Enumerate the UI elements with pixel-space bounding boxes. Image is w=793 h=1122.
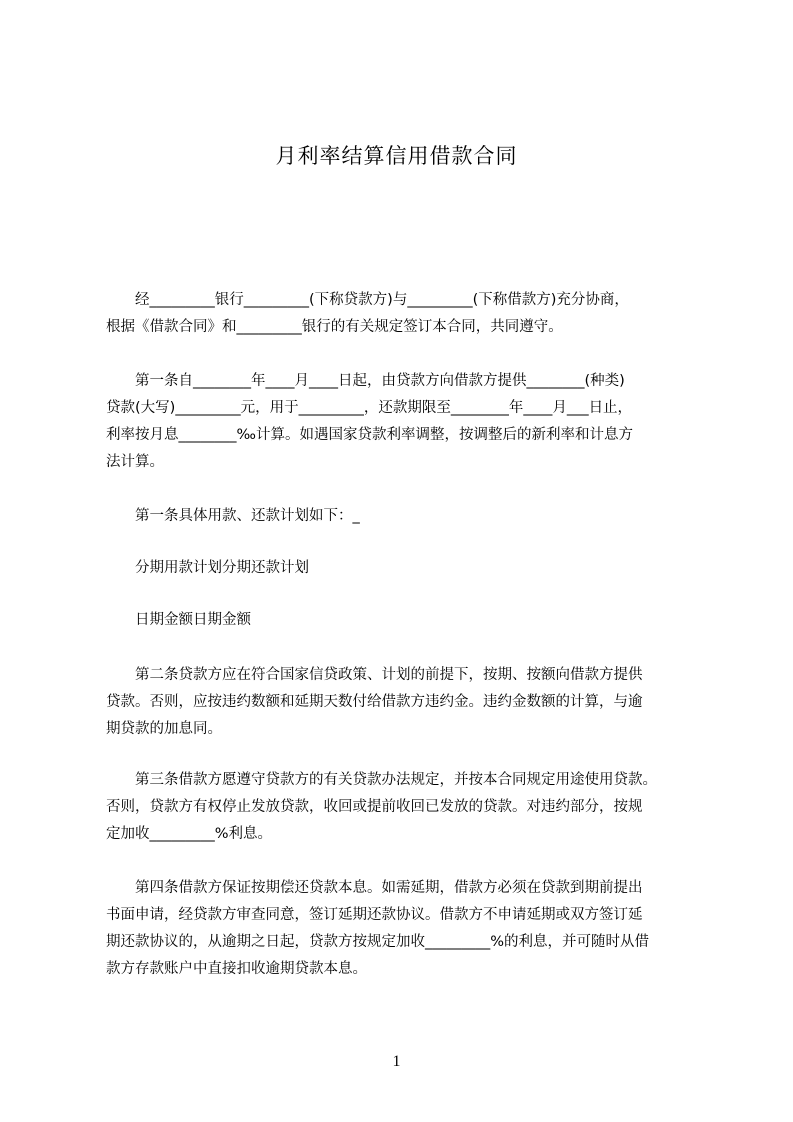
text-line: 期还款协议的，从逾期之日起，贷款方按规定加收_________%的利息，并可随时从借 bbox=[106, 934, 650, 950]
text-line: 定加收_________%利息。 bbox=[106, 826, 273, 842]
text-line: 否则，贷款方有权停止发放贷款，收回或提前收回已发放的贷款。对违约部分，按规 bbox=[106, 799, 643, 815]
text-line: 第二条贷款方应在符合国家信贷政策、计划的前提下，按期、按额向借款方提供 bbox=[106, 667, 643, 683]
text-line: 经_________银行_________(下称贷款方)与_________(下称借款方)充分协商， bbox=[106, 292, 629, 308]
paragraph-article-4 bbox=[106, 875, 706, 983]
text-line: 法计算。 bbox=[106, 454, 164, 470]
text-line: 书面申请，经贷款方审查同意，签订延期还款协议。借款方不申请延期或双方签订延 bbox=[106, 907, 643, 923]
text-line: 利率按月息________‰计算。如遇国家贷款利率调整，按调整后的新利率和计息方 bbox=[106, 427, 633, 443]
paragraph-preamble bbox=[106, 287, 706, 341]
text-line: 款方存款账户中直接扣收逾期贷款本息。 bbox=[106, 961, 367, 977]
text-line: 第一条具体用款、还款计划如下：_ bbox=[106, 508, 360, 524]
text-line: 第四条借款方保证按期偿还贷款本息。如需延期，借款方必须在贷款到期前提出 bbox=[106, 880, 643, 896]
text-line: 第一条自________年____月____日起，由贷款方向借款方提供________(种类) bbox=[106, 373, 625, 389]
paragraph-article-2 bbox=[106, 662, 706, 743]
paragraph-plan-intro bbox=[106, 503, 706, 530]
paragraph-plan-columns bbox=[106, 607, 706, 634]
text-line: 日期金额日期金额 bbox=[106, 612, 251, 628]
paragraph-plan-header bbox=[106, 555, 706, 582]
text-line: 贷款。否则，应按违约数额和延期天数付给借款方违约金。违约金数额的计算，与逾 bbox=[106, 694, 643, 710]
paragraph-article-3 bbox=[106, 767, 706, 848]
text-line: 第三条借款方愿遵守贷款方的有关贷款办法规定，并按本合同规定用途使用贷款。 bbox=[106, 772, 657, 788]
text-line: 分期用款计划分期还款计划 bbox=[106, 560, 309, 576]
text-line: 期贷款的加息同。 bbox=[106, 721, 222, 737]
text-line: 根据《借款合同》和_________银行的有关规定签订本合同，共同遵守。 bbox=[106, 319, 563, 335]
paragraph-article-1 bbox=[106, 368, 706, 476]
document-title: 月利率结算信用借款合同 bbox=[275, 144, 518, 168]
text-line: 贷款(大写)_________元，用于_________，还款期限至________年____月___日止， bbox=[106, 400, 633, 416]
page-number: 1 bbox=[392, 1053, 401, 1070]
